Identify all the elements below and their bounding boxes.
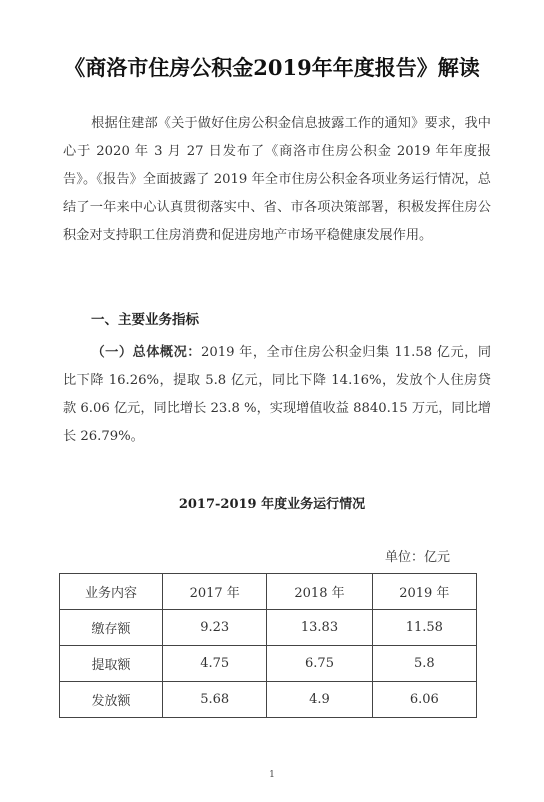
table-cell: 4.75 <box>163 646 267 682</box>
table-cell: 5.68 <box>163 682 267 718</box>
table-cell: 4.9 <box>267 682 372 718</box>
table-cell: 提取额 <box>60 646 163 682</box>
table-header-row <box>60 574 477 610</box>
table-cell: 发放额 <box>60 682 163 718</box>
overview-text: 2019 年，全市住房公积金归集 11.58 亿元，同比下降 16.26%，提取 5.8 亿元，同比下降 14.16%，发放个人住房贷款 6.06 亿元，同比增长 23.8 %，实现增值收益 8840.15 万元，同比增长 26.79%。 <box>63 345 492 444</box>
overview-lead: （一）总体概况： <box>91 345 201 360</box>
table-cell: 6.06 <box>372 682 476 718</box>
document-title: 《商洛市住房公积金2019年年度报告》解读 <box>64 55 480 80</box>
overview-paragraph <box>63 339 491 451</box>
section-heading: 一、主要业务指标 <box>91 312 199 328</box>
table-cell: 5.8 <box>372 646 476 682</box>
intro-paragraph-text: 根据住建部《关于做好住房公积金信息披露工作的通知》要求，我中心于 2020 年 3 月 27 日发布了《商洛市住房公积金 2019 年年度报告》。《报告》全面披露了 2019 年全市住房公积金各项业务运行情况，总结了一年来中心认真贯彻落实中、省、市各项决策部署，积极发挥住房公积金对支持职工住房消费和促进房地产市场平稳健康发展作用。 <box>63 116 491 243</box>
table-header-cell: 2018 年 <box>267 574 372 610</box>
table-header-cell: 业务内容 <box>60 574 163 610</box>
table-row <box>60 610 477 646</box>
operations-table <box>59 573 477 718</box>
unit-label: 单位：亿元 <box>385 550 451 565</box>
table-cell: 13.83 <box>267 610 372 646</box>
table-cell: 缴存额 <box>60 610 163 646</box>
intro-paragraph <box>63 110 491 250</box>
table-title: 2017-2019 年度业务运行情况 <box>178 497 366 512</box>
table-row <box>60 682 477 718</box>
table-header-cell: 2017 年 <box>163 574 267 610</box>
table-cell: 11.58 <box>372 610 476 646</box>
table-cell: 6.75 <box>267 646 372 682</box>
table-cell: 9.23 <box>163 610 267 646</box>
page-number: 1 <box>269 770 275 780</box>
table-row <box>60 646 477 682</box>
table-header-cell: 2019 年 <box>372 574 476 610</box>
